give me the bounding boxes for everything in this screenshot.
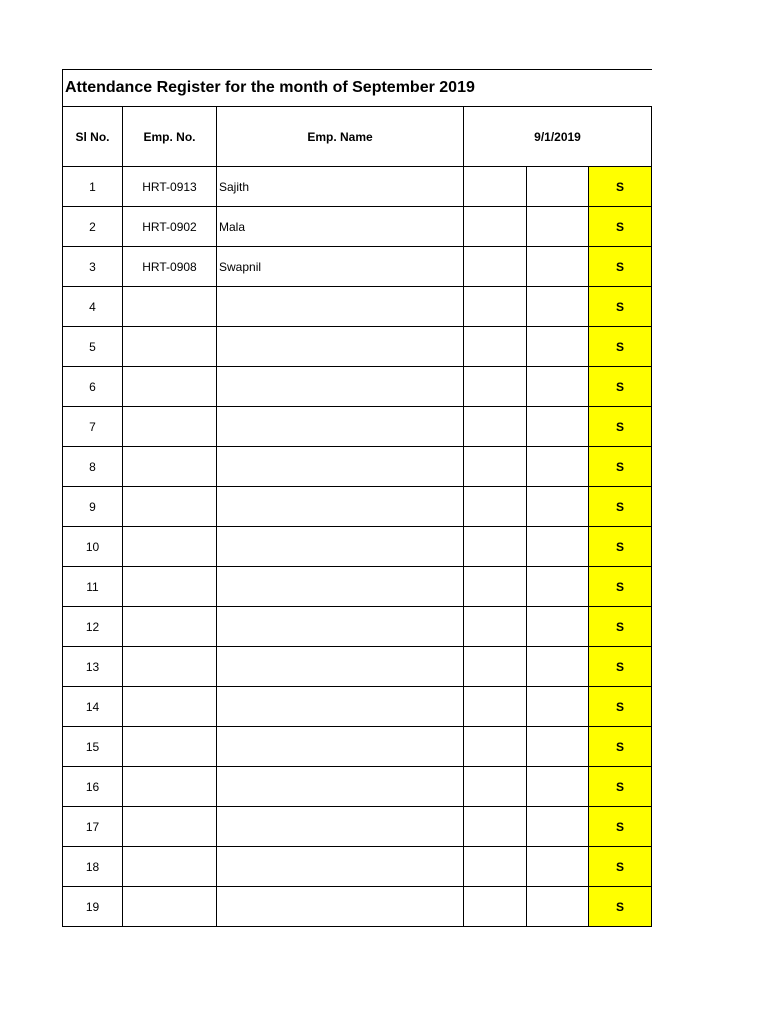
cell-sl-no[interactable]: 3 <box>63 247 123 287</box>
cell-status[interactable]: S <box>589 607 652 647</box>
cell-status[interactable]: S <box>589 367 652 407</box>
cell-day-blank-1[interactable] <box>464 447 527 487</box>
cell-sl-no[interactable]: 10 <box>63 527 123 567</box>
header-row <box>63 107 652 167</box>
cell-day-blank-2[interactable] <box>527 407 589 447</box>
table-row <box>63 847 652 887</box>
table-row <box>63 207 652 247</box>
table-row <box>63 807 652 847</box>
table-row <box>63 327 652 367</box>
cell-emp-no[interactable] <box>123 847 217 887</box>
cell-day-blank-1[interactable] <box>464 367 527 407</box>
cell-status[interactable]: S <box>589 327 652 367</box>
cell-emp-name[interactable] <box>217 607 464 647</box>
cell-emp-name[interactable] <box>217 327 464 367</box>
cell-status[interactable]: S <box>589 847 652 887</box>
cell-emp-no[interactable] <box>123 367 217 407</box>
cell-day-blank-2[interactable] <box>527 687 589 727</box>
cell-sl-no[interactable]: 15 <box>63 727 123 767</box>
cell-day-blank-1[interactable] <box>464 847 527 887</box>
title-row <box>62 70 651 106</box>
header-emp-no[interactable]: Emp. No. <box>123 107 217 167</box>
cell-day-blank-1[interactable] <box>464 287 527 327</box>
cell-day-blank-1[interactable] <box>464 807 527 847</box>
cell-day-blank-1[interactable] <box>464 727 527 767</box>
cell-status[interactable]: S <box>589 687 652 727</box>
cell-status[interactable]: S <box>589 207 652 247</box>
table-row <box>63 287 652 327</box>
cell-day-blank-2[interactable] <box>527 247 589 287</box>
cell-emp-name[interactable] <box>217 807 464 847</box>
cell-day-blank-2[interactable] <box>527 727 589 767</box>
cell-status[interactable]: S <box>589 567 652 607</box>
cell-emp-no[interactable] <box>123 887 217 927</box>
cell-day-blank-1[interactable] <box>464 567 527 607</box>
table-body <box>63 167 652 927</box>
header-date[interactable]: 9/1/2019 <box>464 107 652 167</box>
cell-day-blank-2[interactable] <box>527 607 589 647</box>
cell-day-blank-2[interactable] <box>527 447 589 487</box>
cell-emp-name[interactable] <box>217 567 464 607</box>
cell-emp-no[interactable]: HRT-0908 <box>123 247 217 287</box>
cell-status[interactable]: S <box>589 287 652 327</box>
cell-status[interactable]: S <box>589 527 652 567</box>
table-row <box>63 567 652 607</box>
cell-status[interactable]: S <box>589 407 652 447</box>
cell-day-blank-2[interactable] <box>527 807 589 847</box>
cell-sl-no[interactable]: 19 <box>63 887 123 927</box>
cell-emp-no[interactable] <box>123 607 217 647</box>
cell-emp-no[interactable] <box>123 647 217 687</box>
cell-emp-no[interactable] <box>123 447 217 487</box>
cell-emp-no[interactable] <box>123 327 217 367</box>
table-row <box>63 687 652 727</box>
cell-status[interactable]: S <box>589 767 652 807</box>
cell-day-blank-1[interactable] <box>464 407 527 447</box>
cell-sl-no[interactable]: 17 <box>63 807 123 847</box>
cell-sl-no[interactable]: 8 <box>63 447 123 487</box>
cell-sl-no[interactable]: 11 <box>63 567 123 607</box>
cell-sl-no[interactable]: 14 <box>63 687 123 727</box>
table-row <box>63 887 652 927</box>
cell-emp-no[interactable] <box>123 687 217 727</box>
cell-day-blank-2[interactable] <box>527 647 589 687</box>
cell-day-blank-2[interactable] <box>527 767 589 807</box>
cell-sl-no[interactable]: 9 <box>63 487 123 527</box>
table-row <box>63 527 652 567</box>
cell-emp-name[interactable] <box>217 487 464 527</box>
cell-day-blank-1[interactable] <box>464 607 527 647</box>
cell-emp-name[interactable]: Swapnil <box>217 247 464 287</box>
cell-emp-name[interactable] <box>217 287 464 327</box>
cell-day-blank-2[interactable] <box>527 487 589 527</box>
cell-day-blank-1[interactable] <box>464 887 527 927</box>
cell-day-blank-1[interactable] <box>464 767 527 807</box>
cell-status[interactable]: S <box>589 647 652 687</box>
cell-day-blank-2[interactable] <box>527 167 589 207</box>
cell-emp-name[interactable] <box>217 527 464 567</box>
cell-status[interactable]: S <box>589 887 652 927</box>
table-row <box>63 647 652 687</box>
table-row <box>63 447 652 487</box>
cell-emp-no[interactable] <box>123 487 217 527</box>
cell-day-blank-1[interactable] <box>464 647 527 687</box>
cell-day-blank-2[interactable] <box>527 287 589 327</box>
cell-day-blank-1[interactable] <box>464 207 527 247</box>
cell-emp-no[interactable] <box>123 727 217 767</box>
cell-day-blank-1[interactable] <box>464 487 527 527</box>
cell-sl-no[interactable]: 6 <box>63 367 123 407</box>
cell-day-blank-2[interactable] <box>527 887 589 927</box>
cell-emp-name[interactable]: Mala <box>217 207 464 247</box>
cell-emp-name[interactable] <box>217 687 464 727</box>
cell-day-blank-2[interactable] <box>527 207 589 247</box>
cell-sl-no[interactable]: 7 <box>63 407 123 447</box>
cell-emp-name[interactable] <box>217 367 464 407</box>
cell-sl-no[interactable]: 2 <box>63 207 123 247</box>
cell-emp-name[interactable] <box>217 847 464 887</box>
cell-emp-no[interactable] <box>123 807 217 847</box>
attendance-table <box>62 106 652 927</box>
cell-emp-no[interactable] <box>123 527 217 567</box>
cell-day-blank-2[interactable] <box>527 327 589 367</box>
cell-day-blank-2[interactable] <box>527 367 589 407</box>
page-title: Attendance Register for the month of September 2019 <box>65 79 475 96</box>
cell-emp-no[interactable]: HRT-0902 <box>123 207 217 247</box>
cell-day-blank-1[interactable] <box>464 247 527 287</box>
cell-emp-name[interactable] <box>217 887 464 927</box>
header-sl-no[interactable]: Sl No. <box>63 107 123 167</box>
cell-emp-name[interactable]: Sajith <box>217 167 464 207</box>
cell-emp-no[interactable] <box>123 567 217 607</box>
cell-sl-no[interactable]: 4 <box>63 287 123 327</box>
cell-day-blank-2[interactable] <box>527 527 589 567</box>
cell-day-blank-1[interactable] <box>464 327 527 367</box>
table-row <box>63 767 652 807</box>
table-row <box>63 727 652 767</box>
cell-sl-no[interactable]: 16 <box>63 767 123 807</box>
cell-emp-name[interactable] <box>217 407 464 447</box>
cell-sl-no[interactable]: 1 <box>63 167 123 207</box>
cell-day-blank-1[interactable] <box>464 687 527 727</box>
header-emp-name[interactable]: Emp. Name <box>217 107 464 167</box>
table-row <box>63 407 652 447</box>
cell-sl-no[interactable]: 18 <box>63 847 123 887</box>
cell-emp-name[interactable] <box>217 767 464 807</box>
cell-emp-name[interactable] <box>217 647 464 687</box>
cell-emp-no[interactable] <box>123 407 217 447</box>
table-row <box>63 167 652 207</box>
cell-emp-no[interactable] <box>123 287 217 327</box>
cell-status[interactable]: S <box>589 167 652 207</box>
cell-emp-name[interactable] <box>217 727 464 767</box>
cell-sl-no[interactable]: 12 <box>63 607 123 647</box>
table-row <box>63 607 652 647</box>
cell-day-blank-2[interactable] <box>527 847 589 887</box>
cell-status[interactable]: S <box>589 727 652 767</box>
cell-emp-name[interactable] <box>217 447 464 487</box>
cell-status[interactable]: S <box>589 247 652 287</box>
cell-emp-no[interactable] <box>123 767 217 807</box>
cell-day-blank-1[interactable] <box>464 527 527 567</box>
table-row <box>63 367 652 407</box>
table-row <box>63 247 652 287</box>
cell-day-blank-2[interactable] <box>527 567 589 607</box>
cell-status[interactable]: S <box>589 487 652 527</box>
cell-sl-no[interactable]: 13 <box>63 647 123 687</box>
cell-sl-no[interactable]: 5 <box>63 327 123 367</box>
cell-status[interactable]: S <box>589 447 652 487</box>
table-row <box>63 487 652 527</box>
cell-status[interactable]: S <box>589 807 652 847</box>
cell-emp-no[interactable]: HRT-0913 <box>123 167 217 207</box>
cell-day-blank-1[interactable] <box>464 167 527 207</box>
